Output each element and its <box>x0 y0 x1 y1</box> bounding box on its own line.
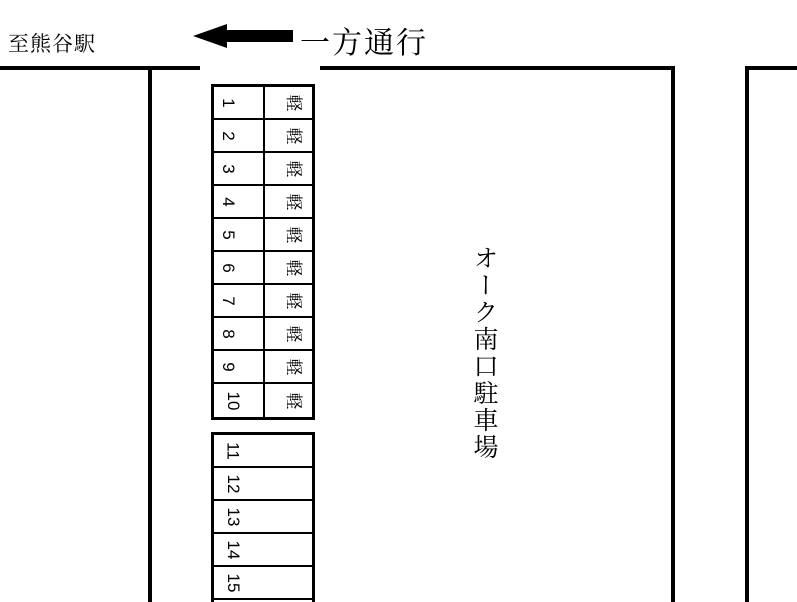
stall-row[interactable] <box>214 384 312 417</box>
stall-number: 5 <box>219 229 239 240</box>
stall-type-label: 軽 <box>284 193 303 210</box>
stall-type-label: 軽 <box>284 226 303 243</box>
stall-number: 13 <box>223 507 243 526</box>
stall-divider <box>263 87 265 118</box>
stall-number: 11 <box>223 441 243 460</box>
stall-divider <box>263 384 265 417</box>
stall-number: 12 <box>223 474 243 493</box>
stall-divider <box>263 318 265 349</box>
oneway-label: 一方通行 <box>300 27 428 60</box>
road-line-top-far-right <box>745 66 797 70</box>
stall-row[interactable] <box>214 351 312 384</box>
stall-number: 2 <box>219 130 239 141</box>
stall-row[interactable] <box>214 252 312 285</box>
stall-type-label: 軽 <box>284 127 303 144</box>
stall-block-lower <box>211 432 315 602</box>
stall-row[interactable] <box>214 567 312 600</box>
stall-divider <box>263 219 265 250</box>
stall-row[interactable] <box>214 435 312 468</box>
stall-number: 9 <box>219 361 239 372</box>
road-line-top-left <box>0 66 200 70</box>
stall-block-upper <box>211 84 315 420</box>
stall-number: 1 <box>219 97 239 108</box>
stall-row[interactable] <box>214 87 312 120</box>
stall-number: 7 <box>219 295 239 306</box>
stall-type-label: 軽 <box>284 325 303 342</box>
stall-row[interactable] <box>214 120 312 153</box>
road-line-vertical-right <box>671 66 675 602</box>
road-line-top-right <box>320 66 675 70</box>
stall-row[interactable] <box>214 501 312 534</box>
stall-row[interactable] <box>214 318 312 351</box>
station-direction-label: 至熊谷駅 <box>8 33 96 56</box>
stall-number: 4 <box>219 196 239 207</box>
stall-divider <box>263 285 265 316</box>
stall-divider <box>263 120 265 151</box>
stall-type-label: 軽 <box>284 392 303 409</box>
stall-number: 3 <box>219 163 239 174</box>
parking-lot-name: オーク南口駐車場 <box>470 245 498 461</box>
left-arrow-icon <box>193 24 293 48</box>
stall-row[interactable] <box>214 219 312 252</box>
stall-row[interactable] <box>214 534 312 567</box>
stall-type-label: 軽 <box>284 160 303 177</box>
road-line-vertical-far-right <box>745 66 749 602</box>
stall-divider <box>263 252 265 283</box>
stall-number: 15 <box>223 573 243 592</box>
stall-row[interactable] <box>214 186 312 219</box>
stall-row[interactable] <box>214 153 312 186</box>
stall-number: 10 <box>223 391 243 410</box>
stall-row[interactable] <box>214 468 312 501</box>
road-line-vertical-left <box>148 66 152 602</box>
stall-divider <box>263 153 265 184</box>
stall-row[interactable] <box>214 285 312 318</box>
stall-type-label: 軽 <box>284 292 303 309</box>
stall-number: 14 <box>223 540 243 559</box>
stall-type-label: 軽 <box>284 358 303 375</box>
stall-divider <box>263 351 265 382</box>
stall-number: 6 <box>219 262 239 273</box>
stall-divider <box>263 186 265 217</box>
stall-number: 8 <box>219 328 239 339</box>
stall-type-label: 軽 <box>284 259 303 276</box>
stall-type-label: 軽 <box>284 94 303 111</box>
